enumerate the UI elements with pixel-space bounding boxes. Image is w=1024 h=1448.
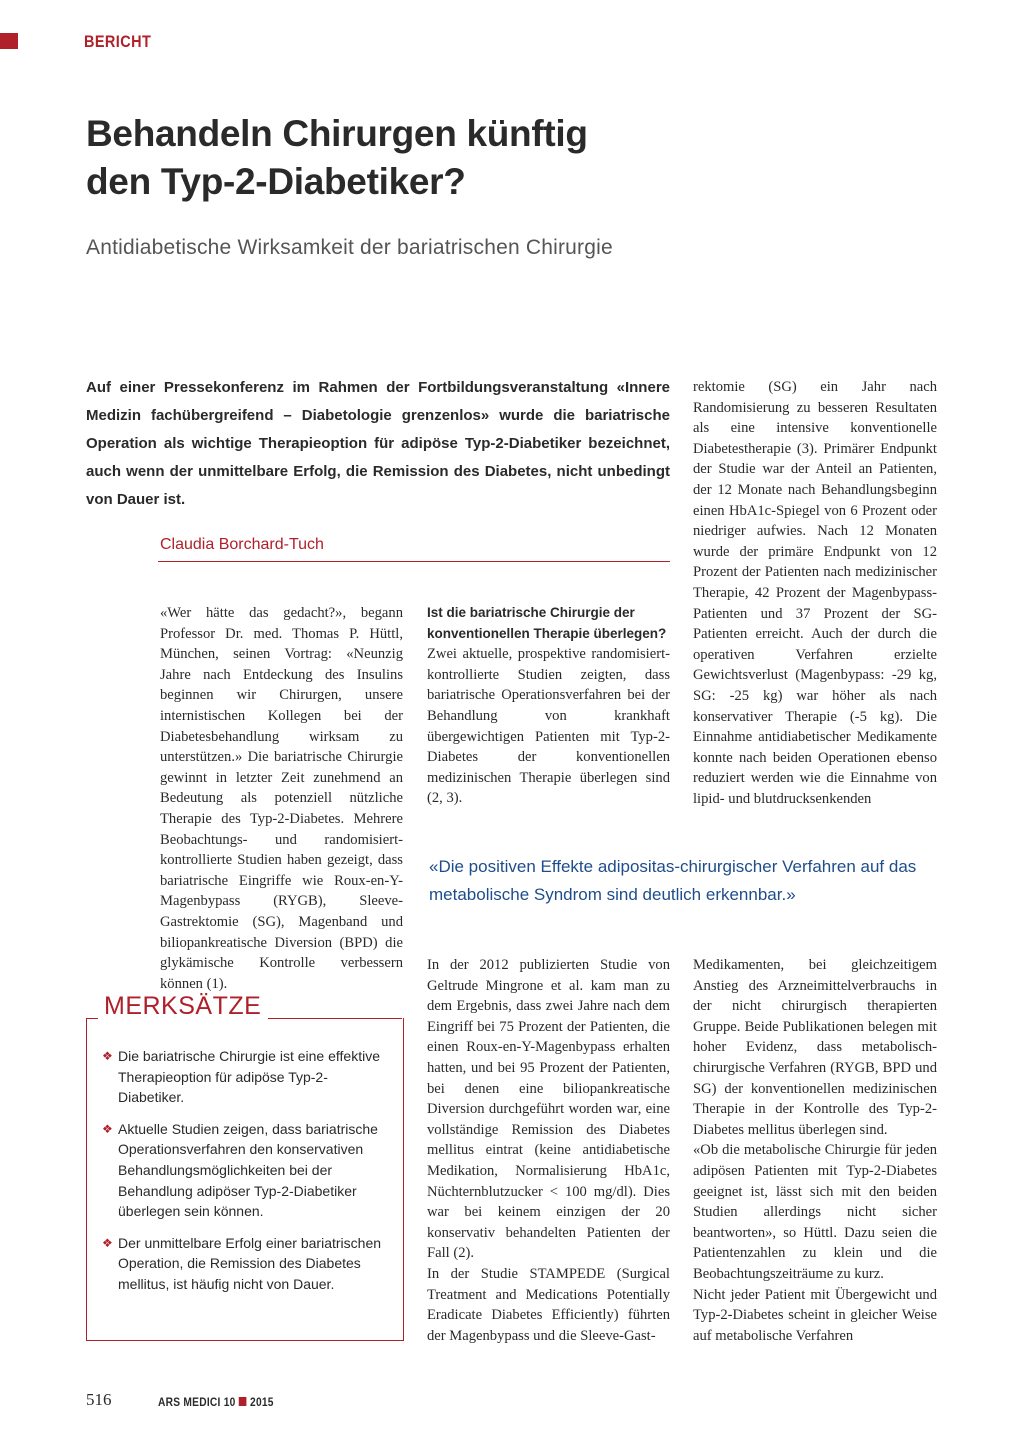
- title-line-2: den Typ-2-Diabetiker?: [86, 161, 466, 202]
- diamond-bullet-icon: ❖: [102, 1049, 113, 1063]
- list-item-text: Aktuelle Studien zeigen, dass bariatrische Operationsverfahren den konservativen Behandlungsmöglichkeiten bei der Behandlung adipöser Typ-2-Diabetiker überlegen sein können.: [118, 1120, 378, 1220]
- paragraph: «Ob die metabolische Chirurgie für jeden adipösen Patienten mit Typ-2-Diabetes geeignet ist, lässt sich mit den beiden Studien allerdings nicht sicher beantworten», so Hüttl. Dazu seien die Patientenzahlen zu klein und die Beobachtungszeiträume zu kurz.: [693, 1142, 937, 1282]
- author-name: Claudia Borchard-Tuch: [160, 536, 324, 553]
- article-title: [86, 110, 786, 206]
- pull-quote: «Die positiven Effekte adipositas-chirurgischer Verfahren auf das metabolische Syndrom sind deutlich erkennbar.»: [429, 857, 917, 904]
- journal-info: [158, 1395, 274, 1409]
- list-item: [102, 1046, 390, 1108]
- list-item: [102, 1119, 390, 1222]
- body-column-3-lower: [693, 955, 937, 1346]
- list-item-text: Der unmittelbare Erfolg einer bariatrischen Operation, die Remission des Diabetes mellitus, ist häufig nicht von Dauer.: [118, 1234, 382, 1292]
- body-column-2: [427, 603, 670, 809]
- journal-year: 2015: [250, 1395, 274, 1409]
- list-item-text: Die bariatrische Chirurgie ist eine effektive Therapieoption für adipöse Typ-2-Diabetiker.: [118, 1048, 380, 1106]
- paragraph: Medikamenten, bei gleichzeitigem Anstieg des Arzneimittelverbrauchs in der nicht chirurgisch therapierten Gruppe. Beide Publikationen belegen mit hoher Evidenz, dass metabolisch-chirurgische Verfahren (RYGB, BPD und SG) der konventionellen medizinischen Therapie in der Kontrolle des Typ-2-Diabetes mellitus überlegen sind.: [693, 957, 937, 1138]
- section-label: BERICHT: [84, 32, 152, 51]
- diamond-bullet-icon: ❖: [102, 1121, 113, 1136]
- diamond-bullet-icon: ❖: [102, 1235, 113, 1250]
- merksaetze-title: MERKSÄTZE: [104, 992, 266, 1021]
- page-number: 516: [86, 1390, 112, 1409]
- article-subtitle: Antidiabetische Wirksamkeit der bariatrischen Chirurgie: [86, 236, 613, 259]
- paragraph: In der Studie STAMPEDE (Surgical Treatment and Medications Potentially Eradicate Diabetes Efficiently) führten der Magenbypass und die Sleeve-Gast-: [427, 1265, 670, 1344]
- body-column-2-lower: [427, 955, 670, 1346]
- merksaetze-list: [102, 1046, 390, 1306]
- body-column-1: «Wer hätte das gedacht?», begann Professor Dr. med. Thomas P. Hüttl, München, seinen Vortrag: «Neunzig Jahre nach Entdeckung des Insulins beginnen wir Chirurgen, unsere internistischen Kollegen bei der Diabetesbehandlung wirksam zu unterstützen.» Die bariatrische Chirurgie gewinnt in letzter Zeit zunehmend an Bedeutung als potenziell nützliche Therapie des Typ-2-Diabetes. Mehrere Beobachtungs- und randomisiert-kontrollierte Studien haben gezeigt, dass bariatrische Eingriffe wie Roux-en-Y-Magenbypass (RYGB), Sleeve-Gastrektomie (SG), Magenband und biliopankreatische Diversion (BPD) die glykämische Kontrolle verbessern können (1).: [160, 605, 403, 992]
- lead-paragraph: Auf einer Pressekonferenz im Rahmen der Fortbildungsveranstaltung «Innere Medizin fachübergreifend – Diabetologie grenzenlos» wurde die bariatrische Operation als wichtige Therapieoption für adipöse Typ-2-Diabetiker bezeichnet, auch wenn der unmittelbare Erfolg, die Remission des Diabetes, nicht unbedingt von Dauer ist.: [86, 379, 670, 508]
- author-divider: [158, 561, 670, 562]
- body-column-3: rektomie (SG) ein Jahr nach Randomisierung zu besseren Resultaten als eine intensive konventionelle Diabetestherapie (3). Primärer Endpunkt der Studie war der Anteil an Patienten, der 12 Monate nach Behandlungsbeginn einen HbA1c-Spiegel von 6 Prozent oder niedriger aufwies. Nach 12 Monaten wurde der primäre Endpunkt von 12 Prozent der Patienten nach medizinischer Therapie, 42 Prozent der Magenbypass-Patienten und 37 Prozent der SG-Patienten erreicht. Auch der durch die operativen Verfahren erzielte Gewichtsverlust (Magenbypass: -29 kg, SG: -25 kg) war höher als nach konservativer Therapie (-5 kg). Die Einnahme antidiabetischer Medikamente konnte nach beiden Operationen ebenso reduziert werden wie die Einnahme von lipid- und blutdrucksenkenden: [693, 379, 937, 807]
- body-text: Zwei aktuelle, prospektive randomisiert-kontrollierte Studien zeigten, dass bariatrische Operationsverfahren bei der Behandlung von krankhaft übergewichtigen Patienten mit Typ-2-Diabetes der konventionellen medizinischen Therapie überlegen sind (2, 3).: [427, 646, 670, 807]
- box-top-border: [86, 1018, 98, 1019]
- list-item: [102, 1233, 390, 1295]
- paragraph: Nicht jeder Patient mit Übergewicht und Typ-2-Diabetes scheint in gleicher Weise auf metabolische Verfahren: [693, 1286, 937, 1344]
- box-top-border: [268, 1018, 402, 1019]
- journal-name: ARS MEDICI 10: [158, 1395, 236, 1409]
- section-marker: [0, 33, 18, 49]
- separator-square: [239, 1397, 247, 1406]
- paragraph: In der 2012 publizierten Studie von Geltrude Mingrone et al. kam man zu dem Ergebnis, dass zwei Jahre nach dem Eingriff bei 75 Prozent der Patienten, die einen Roux-en-Y-Magenbypass erhalten hatten, und bei 95 Prozent der Patienten, bei denen eine biliopankreatische Diversion durchgeführt worden war, eine vollständige Remission des Diabetes mellitus eintrat (keine antidiabetische Medikation, Normalisierung HbA1c, Nüchternblutzucker < 100 mg/dl). Dies war bei keinem einzigen der 20 konservativ behandelten Patienten der Fall (2).: [427, 957, 670, 1262]
- title-line-1: Behandeln Chirurgen künftig: [86, 113, 588, 154]
- subheading: Ist die bariatrische Chirurgie der konventionellen Therapie überlegen?: [427, 605, 667, 641]
